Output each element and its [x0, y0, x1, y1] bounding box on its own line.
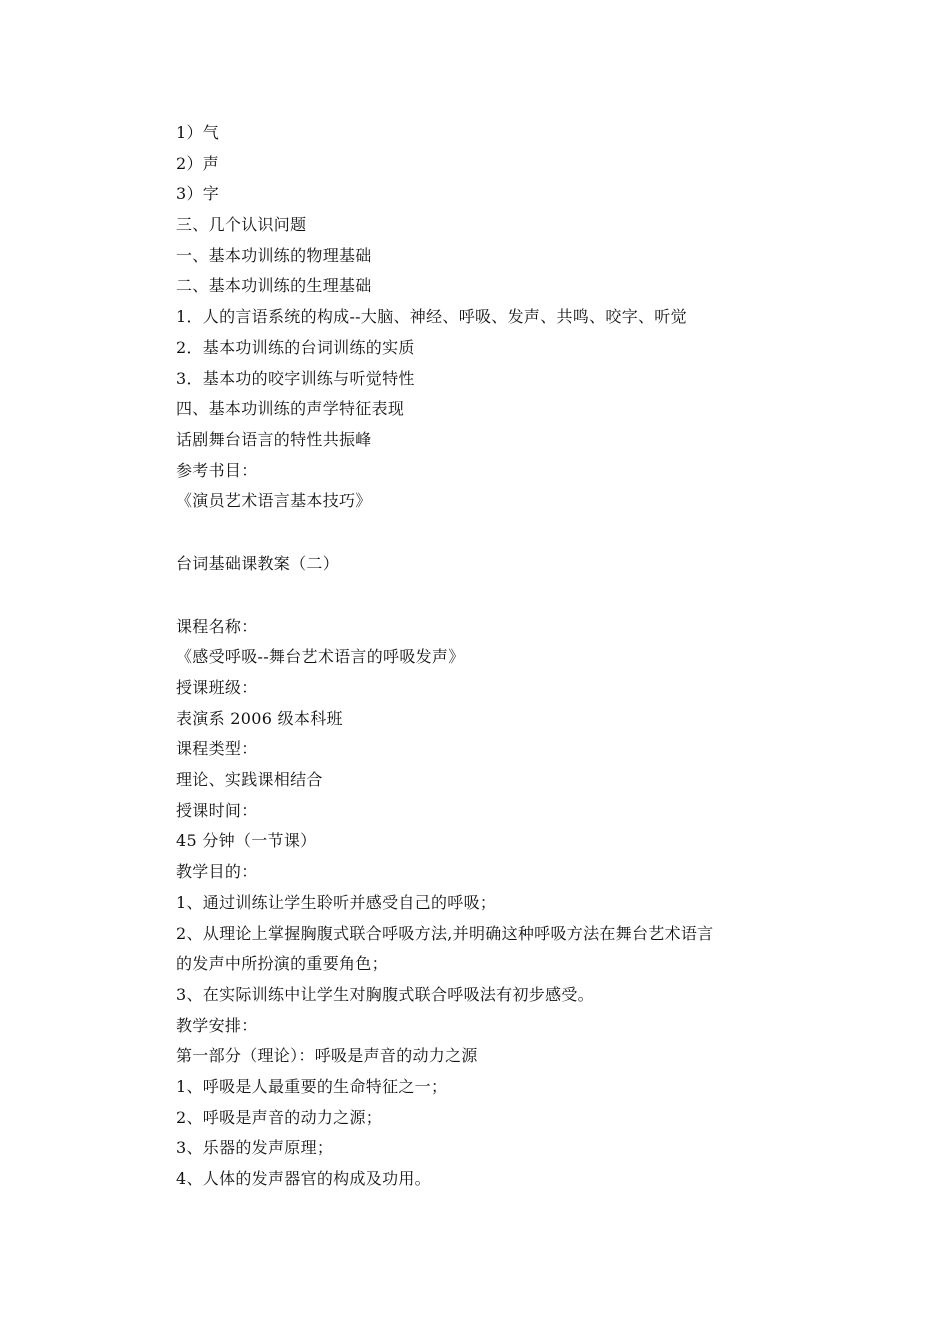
- document-page: [176, 118, 816, 1195]
- outline-item: 2）声: [176, 153, 220, 173]
- field-label: 课程类型：: [176, 739, 258, 759]
- field-value: 表演系 2006 级本科班: [176, 708, 343, 728]
- outline-item: 1）气: [176, 123, 220, 142]
- list-item: 2、呼吸是声音的动力之源；: [176, 1107, 383, 1127]
- outline-item: 1．人的言语系统的构成--大脑、神经、呼吸、发声、共鸣、咬字、听觉: [176, 307, 687, 327]
- field-label: 授课班级：: [176, 678, 258, 697]
- field-value: 理论、实践课相结合: [176, 770, 323, 790]
- outline-item: 3．基本功的咬字训练与听觉特性: [176, 368, 415, 388]
- list-item: 1、通过训练让学生聆听并感受自己的呼吸；: [176, 892, 497, 912]
- field-label: 教学安排：: [176, 1015, 258, 1035]
- outline-item: 话剧舞台语言的特性共振峰: [176, 429, 372, 449]
- field-label: 授课时间：: [176, 800, 258, 820]
- outline-heading: 四、基本功训练的声学特征表现: [176, 399, 405, 419]
- field-value: 45 分钟（一节课）: [176, 831, 317, 851]
- field-label: 课程名称：: [176, 616, 258, 636]
- spacer: [176, 580, 816, 612]
- list-item: 3、在实际训练中让学生对胸腹式联合呼吸法有初步感受。: [176, 984, 594, 1004]
- section-title: 台词基础课教案（二）: [176, 553, 340, 573]
- field-label: 教学目的：: [176, 862, 258, 882]
- list-item: 1、呼吸是人最重要的生命特征之一；: [176, 1076, 448, 1096]
- list-item: 4、人体的发声器官的构成及功用。: [176, 1169, 431, 1188]
- field-value: 《感受呼吸--舞台艺术语言的呼吸发声》: [176, 647, 465, 667]
- reference-book: 《演员艺术语言基本技巧》: [176, 491, 372, 511]
- outline-list: [176, 118, 816, 517]
- list-item-continued: 的发声中所扮演的重要角色；: [176, 954, 388, 974]
- list-item: 2、从理论上掌握胸腹式联合呼吸方法,并明确这种呼吸方法在舞台艺术语言: [176, 923, 714, 943]
- spacer: [176, 517, 816, 549]
- outline-heading: 三、几个认识问题: [176, 215, 307, 235]
- outline-item: 2．基本功训练的台词训练的实质: [176, 337, 415, 357]
- list-item: 3、乐器的发声原理；: [176, 1138, 334, 1158]
- reference-label: 参考书目：: [176, 460, 258, 480]
- part-heading: 第一部分（理论）：呼吸是声音的动力之源: [176, 1046, 478, 1066]
- lesson-plan: [176, 612, 816, 1195]
- outline-heading: 一、基本功训练的物理基础: [176, 245, 372, 265]
- outline-item: 3）字: [176, 184, 220, 204]
- outline-heading: 二、基本功训练的生理基础: [176, 276, 372, 296]
